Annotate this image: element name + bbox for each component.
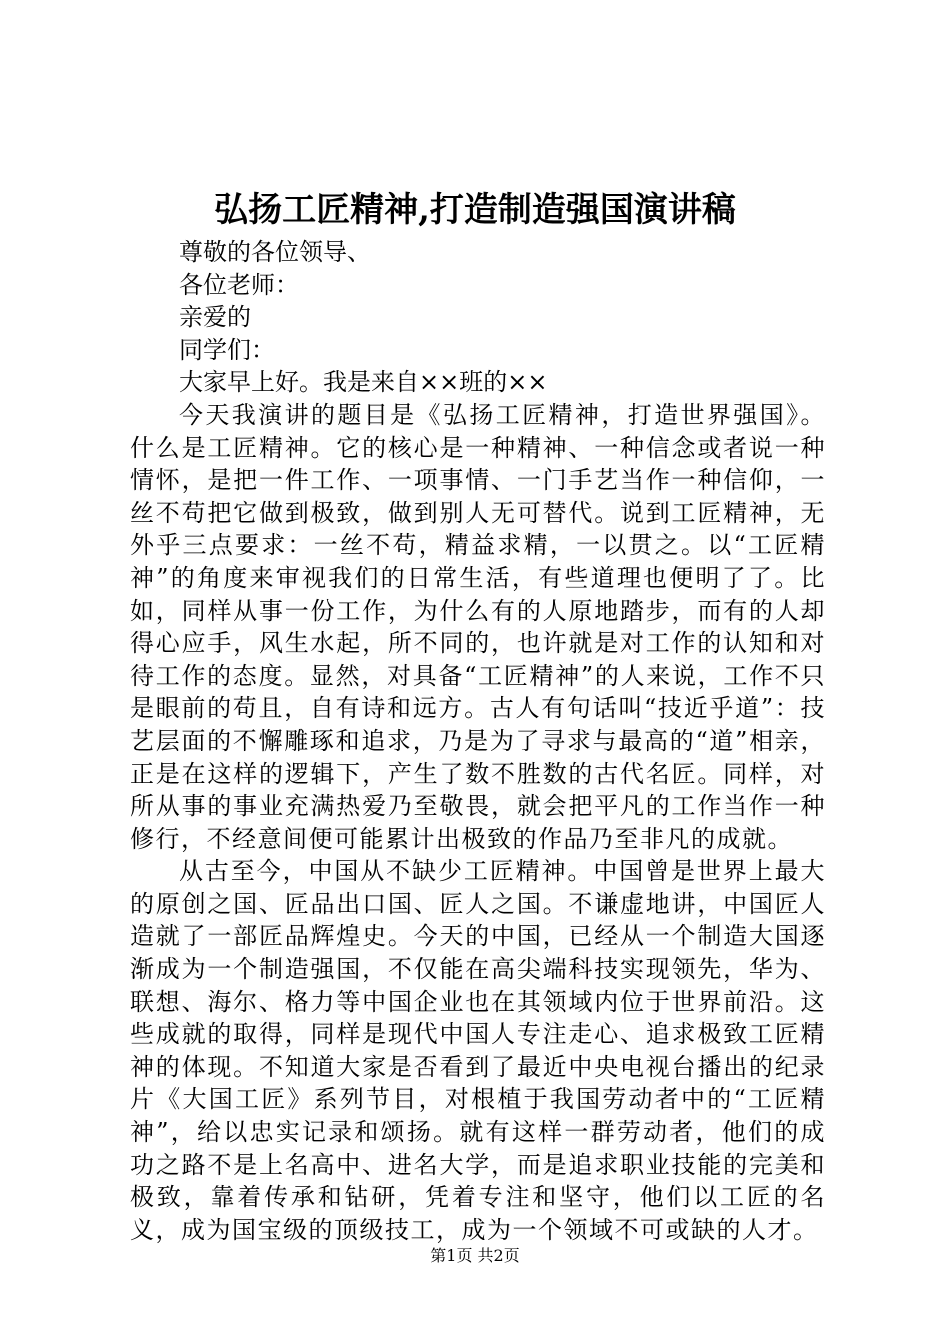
page-title: 弘扬工匠精神,打造制造强国演讲稿	[214, 190, 736, 230]
salutation-line: 同学们：	[179, 335, 275, 364]
body-paragraph: 今天我演讲的题目是《弘扬工匠精神，打造世界强国》。什么是工匠精神。它的核心是一种精神、一种信念或者说一种情怀，是把一件工作、一项事情、一门手艺当作一种信仰，一丝不苟把它做到极致，做到别人无可替代。说到工匠精神，无外乎三点要求：一丝不苟，精益求精，一以贯之。以“工匠精神”的角度来审视我们的日常生活，有些道理也便明了了。比如，同样从事一份工作，为什么有的人原地踏步，而有的人却得心应手，风生水起，所不同的，也许就是对工作的认知和对待工作的态度。显然，对具备“工匠精神”的人来说，工作不只是眼前的苟且，自有诗和远方。古人有句话叫“技近乎道”：技艺层面的不懈雕琢和追求，乃是为了寻求与最高的“道”相亲，正是在这样的逻辑下，产生了数不胜数的古代名匠。同样，对所从事的事业充满热爱乃至敬畏，就会把平凡的工作当作一种修行，不经意间便可能累计出极致的作品乃至非凡的成就。	[130, 400, 826, 853]
salutation-line: 亲爱的	[179, 303, 251, 332]
page-footer: 第1页 共2页	[430, 1246, 520, 1265]
salutation-line: 尊敬的各位领导、	[179, 238, 371, 266]
salutation-line: 各位老师：	[179, 270, 299, 299]
greeting-line: 大家早上好。我是来自××班的××	[179, 368, 548, 397]
speech-body	[130, 236, 826, 1246]
body-paragraph: 从古至今，中国从不缺少工匠精神。中国曾是世界上最大的原创之国、匠品出口国、匠人之国。不谦虚地讲，中国匠人造就了一部匠品辉煌史。今天的中国，已经从一个制造大国逐渐成为一个制造强国，不仅能在高尖端科技实现领先，华为、联想、海尔、格力等中国企业也在其领域内位于世界前沿。这些成就的取得，同样是现代中国人专注走心、追求极致工匠精神的体现。不知道大家是否看到了最近中央电视台播出的纪录片《大国工匠》系列节目，对根植于我国劳动者中的“工匠精神”，给以忠实记录和颂扬。就有这样一群劳动者，他们的成功之路不是上名高中、进名大学，而是追求职业技能的完美和极致，靠着传承和钻研，凭着专注和坚守，他们以工匠的名义，成为国宝级的顶级技工，成为一个领域不可或缺的人才。	[130, 857, 826, 1244]
